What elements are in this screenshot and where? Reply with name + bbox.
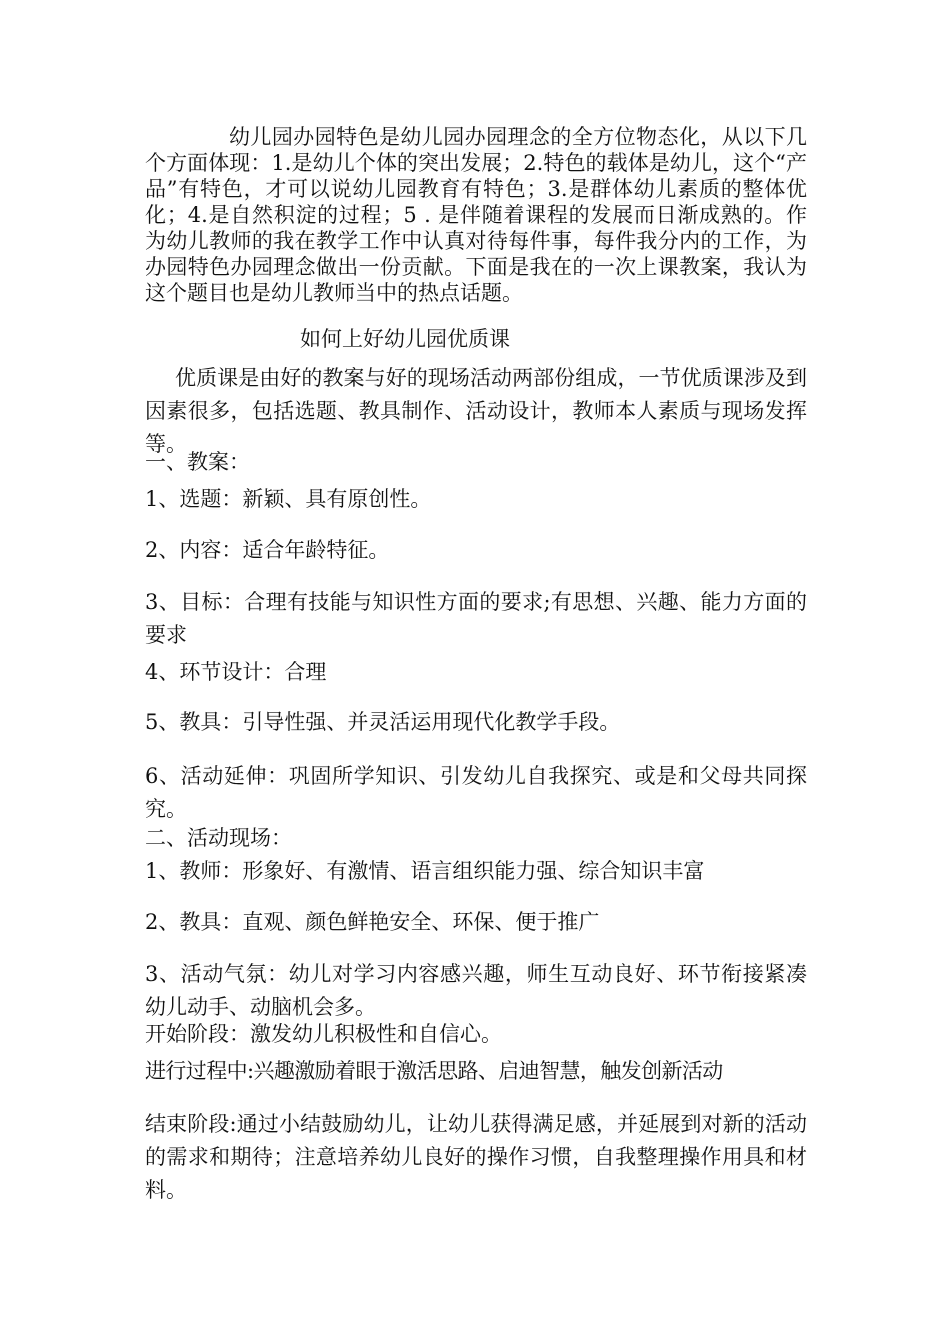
live-activity-item: 3、活动气氛：幼儿对学习内容感兴趣，师生互动良好、环节衔接紧凑幼儿动手、动脑机会多。 [145, 962, 807, 1019]
lesson-plan-item: 1、选题：新颖、具有原创性。 [145, 487, 432, 511]
lesson-plan-item: 2、内容：适合年龄特征。 [145, 538, 390, 562]
overview-paragraph: 优质课是由好的教案与好的现场活动两部份组成，一节优质课涉及到因素很多，包括选题、教具制作、活动设计，教师本人素质与现场发挥等。 [145, 366, 807, 456]
stage-process: 进行过程中:兴趣激励着眼于激活思路、启迪智慧，触发创新活动 [145, 1059, 723, 1083]
live-activity-item: 2、教具：直观、颜色鲜艳安全、环保、便于推广 [145, 910, 600, 934]
intro-paragraph: 幼儿园办园特色是幼儿园办园理念的全方位物态化，从以下几个方面体现：1.是幼儿个体的突出发展；2.特色的载体是幼儿，这个“产品”有特色，才可以说幼儿园教育有特色；3.是群体幼儿素质的整体优化；4.是自然积淀的过程；5 . 是伴随着课程的发展而日渐成熟的。作为幼儿教师的我在教学工作中认真对待每件事，每件我分内的工作，为办园特色办园理念做出一份贡献。下面是我在的一次上课教案，我认为这个题目也是幼儿教师当中的热点话题。 [145, 125, 807, 305]
document-title: 如何上好幼儿园优质课 [300, 327, 510, 351]
lesson-plan-item: 6、活动延伸：巩固所学知识、引发幼儿自我探究、或是和父母共同探究。 [145, 764, 807, 821]
section-heading-live-activity: 二、活动现场： [145, 826, 292, 850]
stage-end: 结束阶段:通过小结鼓励幼儿，让幼儿获得满足感，并延展到对新的活动的需求和期待；注意培养幼儿良好的操作习惯，自我整理操作用具和材料。 [145, 1112, 807, 1202]
live-activity-item: 1、教师：形象好、有激情、语言组织能力强、综合知识丰富 [145, 859, 705, 883]
lesson-plan-item: 3、目标：合理有技能与知识性方面的要求;有思想、兴趣、能力方面的要求 [145, 590, 807, 647]
lesson-plan-item: 4、环节设计：合理 [145, 660, 327, 684]
stage-start: 开始阶段：激发幼儿积极性和自信心。 [145, 1022, 502, 1046]
section-heading-lesson-plan: 一、教案： [145, 450, 250, 474]
lesson-plan-item: 5、教具：引导性强、并灵活运用现代化教学手段。 [145, 710, 621, 734]
